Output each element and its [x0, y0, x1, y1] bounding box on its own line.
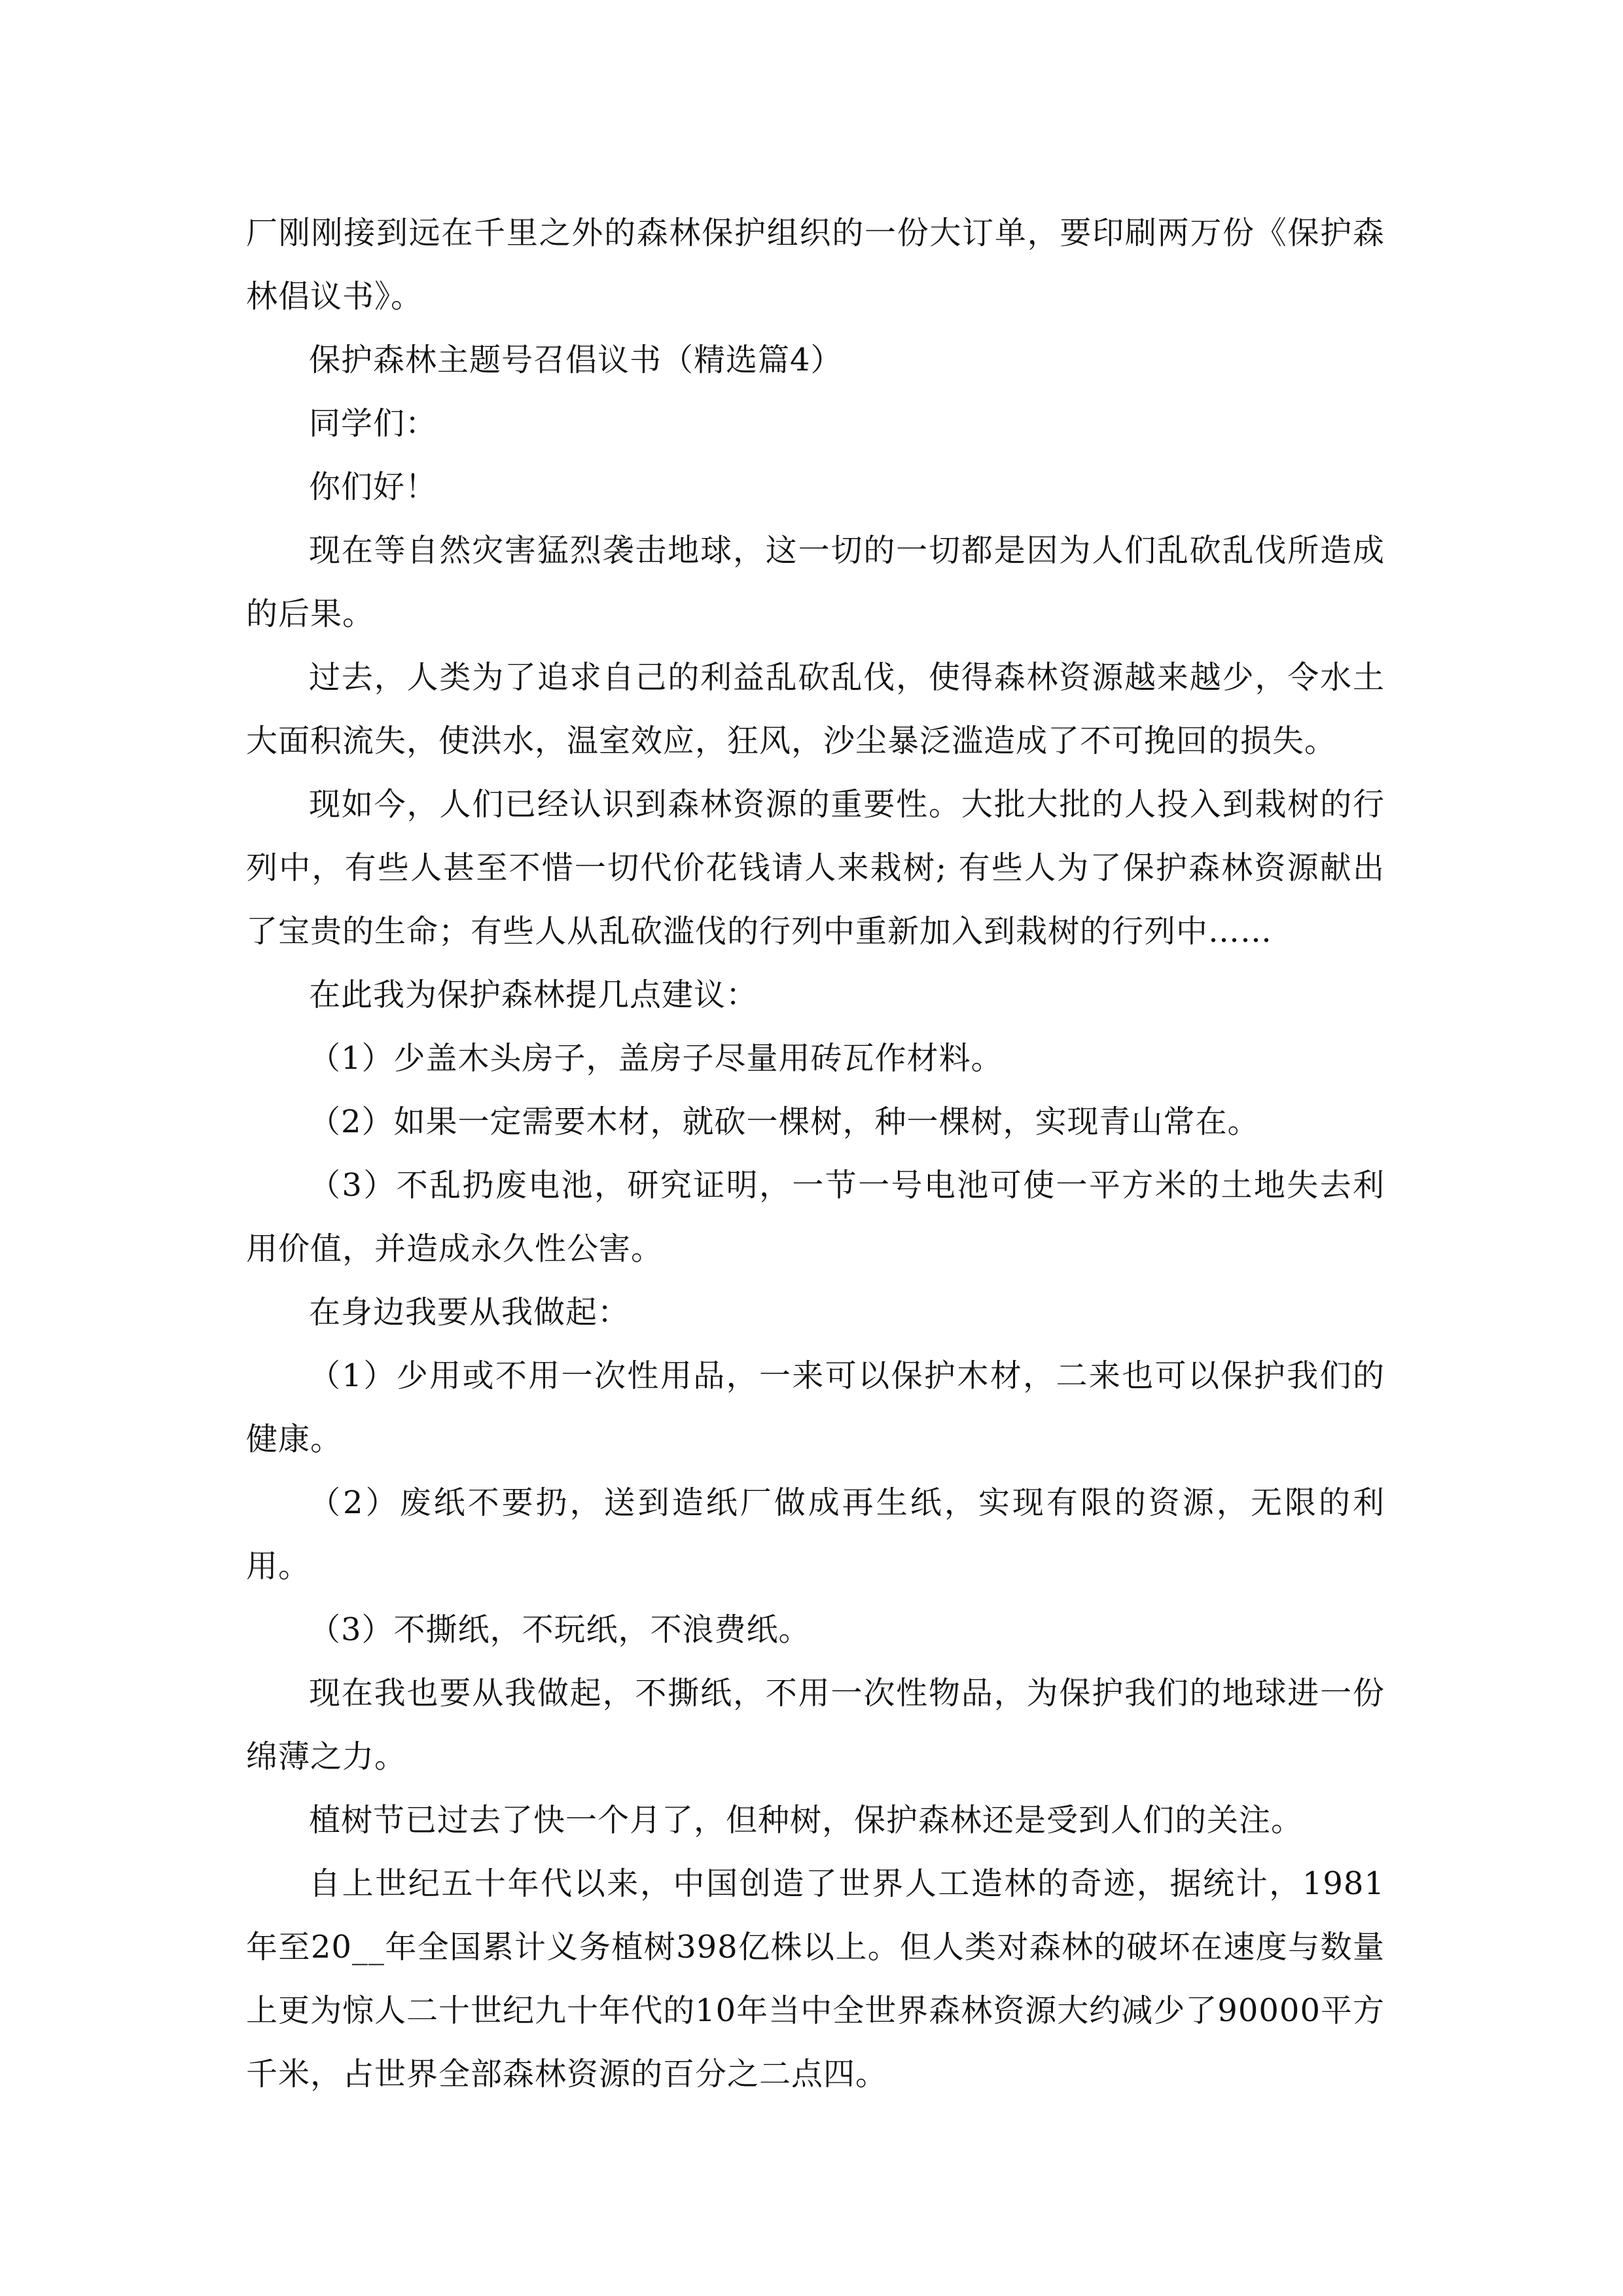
- action-item: （2）废纸不要扔，送到造纸厂做成再生纸，实现有限的资源，无限的利用。: [246, 1484, 1385, 1585]
- paragraph-order: 厂刚刚接到远在千里之外的森林保护组织的一份大订单，要印刷两万份《保护森林倡议书》。: [246, 215, 1385, 315]
- paragraph-now: 现如今，人们已经认识到森林资源的重要性。大批大批的人投入到栽树的行列中，有些人甚至不惜一切代价花钱请人来栽树; 有些人为了保护森林资源献出了宝贵的生命；有些人从乱砍滥伐的行列中重新加入到栽树的行列中……: [246, 786, 1385, 950]
- paragraph-arbor-day: 植树节已过去了快一个月了，但种树，保护森林还是受到人们的关注。: [309, 1802, 1304, 1839]
- paragraph-resolve: 现在我也要从我做起，不撕纸，不用一次性物品，为保护我们的地球进一份绵薄之力。: [246, 1675, 1385, 1775]
- document-body: [246, 202, 1385, 2106]
- action-item: （1）少用或不用一次性用品，一来可以保护木材，二来也可以保护我们的健康。: [246, 1357, 1385, 1458]
- suggestion-item: （3）不乱扔废电池，研究证明，一节一号电池可使一平方米的土地失去利用价值，并造成永久性公害。: [246, 1167, 1385, 1267]
- paragraph-disaster: 现在等自然灾害猛烈袭击地球，这一切的一切都是因为人们乱砍乱伐所造成的后果。: [246, 532, 1385, 632]
- section-title: 保护森林主题号召倡议书（精选篇4）: [309, 342, 843, 378]
- paragraph-statistics: 自上世纪五十年代以来，中国创造了世界人工造林的奇迹，据统计，1981年至20__年全国累计义务植树398亿株以上。但人类对森林的破坏在速度与数量上更为惊人二十世纪九十年代的10年当中全世界森林资源大约减少了90000平方千米，占世界全部森林资源的百分之二点四。: [246, 1865, 1385, 2092]
- actions-intro: 在身边我要从我做起：: [309, 1294, 630, 1331]
- suggestions-intro: 在此我为保护森林提几点建议：: [309, 977, 758, 1013]
- suggestion-item: （2）如果一定需要木材，就砍一棵树，种一棵树，实现青山常在。: [309, 1103, 1260, 1140]
- action-item: （3）不撕纸，不玩纸，不浪费纸。: [309, 1611, 811, 1648]
- paragraph-past: 过去，人类为了追求自己的利益乱砍乱伐，使得森林资源越来越少，令水土大面积流失，使洪水，温室效应，狂风，沙尘暴泛滥造成了不可挽回的损失。: [246, 659, 1385, 759]
- suggestion-item: （1）少盖木头房子，盖房子尽量用砖瓦作材料。: [309, 1040, 1003, 1077]
- salutation: 同学们：: [309, 405, 438, 442]
- greeting: 你们好！: [309, 469, 438, 505]
